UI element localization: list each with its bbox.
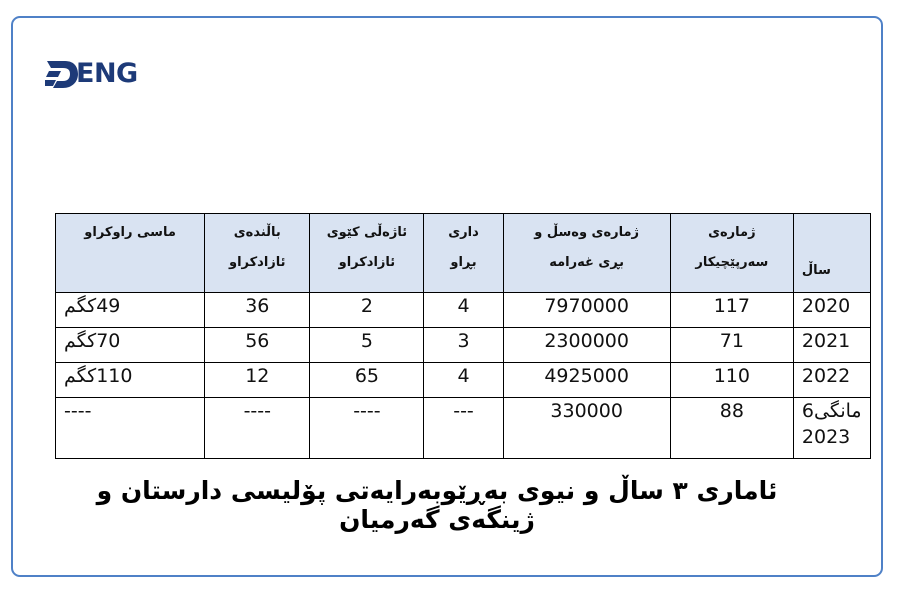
cell-year: 6مانگی 2023	[793, 398, 870, 459]
logo	[45, 56, 138, 92]
header-fines: ژمارەی وەسڵ و بڕی غەرامە	[503, 214, 670, 293]
header-animals: ئاژەڵی کێوی ئازادکراو	[310, 214, 424, 293]
table-caption: ئاماری ٣ ساڵ و نیوی بەڕێوبەرایەتی پۆلیسی دارستان و ژینگەی گەرمیان	[96, 476, 778, 534]
header-birds: باڵندەی ئازادکراو	[205, 214, 310, 293]
cell-trees: 4	[424, 293, 503, 328]
cell-animals: 2	[310, 293, 424, 328]
logo-text: ENG	[76, 58, 138, 89]
header-offenders: ژمارەی سەرپێچیکار	[670, 214, 793, 293]
header-fish: ماسی راوکراو	[56, 214, 205, 293]
cell-fish: 49کگم	[56, 293, 205, 328]
cell-birds: 56	[205, 328, 310, 363]
cell-year: 2022	[793, 363, 870, 398]
header-year: ساڵ	[793, 214, 870, 293]
table-header-row	[56, 214, 871, 293]
cell-year: 2021	[793, 328, 870, 363]
table-row	[56, 363, 871, 398]
cell-animals: 65	[310, 363, 424, 398]
cell-birds: ----	[205, 398, 310, 459]
cell-fines: 2300000	[503, 328, 670, 363]
header-trees: داری بڕاو	[424, 214, 503, 293]
cell-trees: ---	[424, 398, 503, 459]
cell-fines: 330000	[503, 398, 670, 459]
cell-offenders: 88	[670, 398, 793, 459]
cell-birds: 12	[205, 363, 310, 398]
cell-fish: 70کگم	[56, 328, 205, 363]
cell-year: 2020	[793, 293, 870, 328]
cell-trees: 3	[424, 328, 503, 363]
cell-fish: 110کگم	[56, 363, 205, 398]
table-row	[56, 398, 871, 459]
table-row	[56, 328, 871, 363]
cell-animals: ----	[310, 398, 424, 459]
cell-birds: 36	[205, 293, 310, 328]
table-row	[56, 293, 871, 328]
cell-offenders: 110	[670, 363, 793, 398]
cell-fish: ----	[56, 398, 205, 459]
cell-offenders: 71	[670, 328, 793, 363]
cell-offenders: 117	[670, 293, 793, 328]
cell-animals: 5	[310, 328, 424, 363]
cell-fines: 7970000	[503, 293, 670, 328]
deng-logo-icon	[45, 57, 79, 91]
statistics-table	[55, 213, 871, 459]
cell-fines: 4925000	[503, 363, 670, 398]
cell-trees: 4	[424, 363, 503, 398]
content-card	[11, 16, 883, 577]
